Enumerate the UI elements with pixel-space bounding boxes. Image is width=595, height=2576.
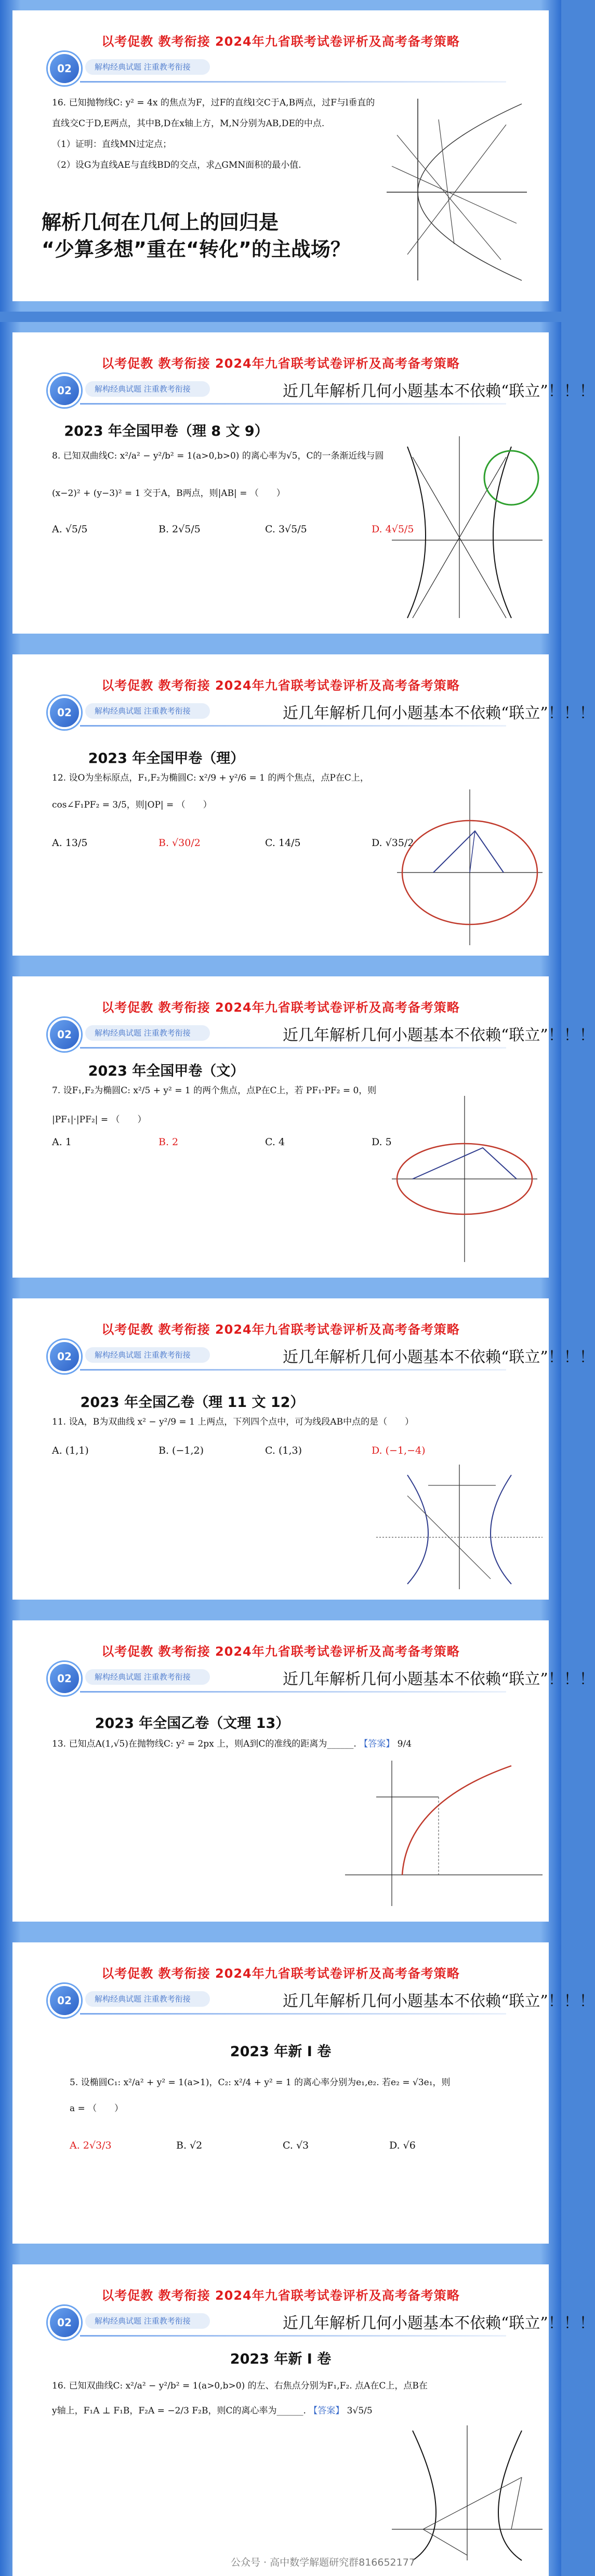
- section-bar: [33, 1657, 595, 1697]
- panel-6-frame: [0, 1610, 595, 1932]
- options-row: [70, 2140, 496, 2151]
- question-text: y轴上，F₁A ⊥ F₁B，F₂A = −2/3 F₂B，则C的离心率为______.: [52, 2406, 306, 2416]
- question-line: 12. 设O为坐标原点，F₁,F₂为椭圆C: x²/9 + y²/6 = 1 的两个焦点，点P在C上，: [52, 773, 369, 783]
- section-pill: 解构经典试题 注重教考衔接: [85, 381, 210, 397]
- panel-5-frame: [0, 1288, 595, 1610]
- hyperbola-circle-figure: [392, 436, 543, 623]
- hyperbola-figure: [392, 2425, 543, 2560]
- divider: [80, 1369, 506, 1371]
- section-subtitle: 近几年解析几何小题基本不依赖“联立”！！！: [283, 1670, 595, 1688]
- exam-title: 2023 年全国乙卷（理 11 文 12）: [80, 1394, 305, 1411]
- divider: [80, 1047, 506, 1049]
- question-line: [52, 1734, 412, 1754]
- question-line: 8. 已知双曲线C: x²/a² − y²/b² = 1(a>0,b>0) 的离心率为√5，C的一条渐近线与圆: [52, 451, 384, 461]
- watermark-text: 公众号 · 高中数学解题研究群816652177: [231, 2557, 415, 2568]
- answer-label: 【答案】: [309, 2406, 345, 2416]
- panel-7-card: [12, 1942, 595, 2244]
- section-pill: 解构经典试题 注重教考衔接: [85, 59, 210, 75]
- panel-2-frame: [0, 322, 595, 644]
- section-badge: 02: [48, 52, 81, 85]
- option-a: A. 13/5: [52, 837, 88, 849]
- question-line: a = （ ）: [70, 2103, 124, 2114]
- exam-title: 2023 年全国乙卷（文理 13）: [95, 1715, 290, 1732]
- exam-title: 2023 年全国甲卷（理）: [88, 750, 245, 767]
- question-line: 5. 设椭圆C₁: x²/a² + y² = 1(a>1)，C₂: x²/4 + y² = 1 的离心率分别为e₁,e₂. 若e₂ = √3e₁，则: [70, 2077, 451, 2088]
- option-b: B. √2: [176, 2140, 203, 2151]
- section-subtitle: 近几年解析几何小题基本不依赖“联立”！！！: [283, 1348, 595, 1366]
- question-line: 7. 设F₁,F₂为椭圆C: x²/5 + y² = 1 的两个焦点，点P在C上，若 PF₁·PF₂ = 0，则: [52, 1085, 377, 1096]
- panel-header: 以考促教 教考衔接 2024年九省联考试卷评析及高考备考策略: [101, 356, 460, 371]
- divider: [80, 2013, 506, 2015]
- section-badge: 02: [48, 1018, 81, 1051]
- panel-header: 以考促教 教考衔接 2024年九省联考试卷评析及高考备考策略: [101, 1322, 460, 1337]
- panel-8-frame: [0, 2254, 595, 2576]
- option-a: A. (1,1): [52, 1445, 89, 1456]
- question-line: |PF₁|·|PF₂| = （ ）: [52, 1115, 147, 1125]
- section-pill: 解构经典试题 注重教考衔接: [85, 2313, 210, 2329]
- panel-7-frame: [0, 1932, 595, 2254]
- parabola-figure: [345, 1761, 543, 1906]
- option-a-answer: A. 2√3/3: [70, 2140, 112, 2151]
- section-badge: 02: [48, 696, 81, 729]
- panel-header: 以考促教 教考衔接 2024年九省联考试卷评析及高考备考策略: [101, 34, 460, 49]
- option-b-answer: B. 2: [158, 1136, 179, 1148]
- exam-title: 2023 年新 I 卷: [230, 2351, 332, 2367]
- option-a: A. 1: [52, 1136, 72, 1148]
- section-badge: 02: [48, 2306, 81, 2339]
- exam-title: 2023 年全国甲卷（理 8 文 9）: [64, 423, 269, 439]
- panel-4-card: [12, 976, 595, 1278]
- panel-header: 以考促教 教考衔接 2024年九省联考试卷评析及高考备考策略: [101, 2288, 460, 2303]
- panel-5-card: [12, 1298, 595, 1600]
- option-a: A. √5/5: [52, 524, 88, 535]
- panel-header: 以考促教 教考衔接 2024年九省联考试卷评析及高考备考策略: [101, 1644, 460, 1659]
- divider: [80, 403, 506, 405]
- option-c: C. 3√5/5: [265, 524, 307, 535]
- option-d-answer: D. (−1,−4): [372, 1445, 426, 1456]
- option-c: C. √3: [283, 2140, 309, 2151]
- option-b: B. 2√5/5: [158, 524, 201, 535]
- panel-3-frame: [0, 644, 595, 966]
- option-c: C. 4: [265, 1136, 285, 1148]
- parabola-figure: [376, 88, 532, 286]
- option-d: D. 5: [372, 1136, 392, 1148]
- section-pill: 解构经典试题 注重教考衔接: [85, 1025, 210, 1041]
- section-badge: 02: [48, 1340, 81, 1373]
- section-badge: 02: [48, 1662, 81, 1695]
- panel-4-frame: [0, 966, 595, 1288]
- divider: [80, 2335, 506, 2337]
- divider: [80, 725, 506, 727]
- section-pill: 解构经典试题 注重教考衔接: [85, 1669, 210, 1685]
- section-subtitle: 近几年解析几何小题基本不依赖“联立”！！！: [283, 1992, 595, 2010]
- panel-8-card: [12, 2264, 595, 2576]
- section-badge: 02: [48, 1984, 81, 2017]
- exam-title: 2023 年全国甲卷（文）: [88, 1063, 245, 1079]
- question-line: 直线交C于D,E两点，其中B,D在x轴上方，M,N分别为AB,DE的中点.: [52, 118, 325, 129]
- section-badge: 02: [48, 374, 81, 407]
- key-statement: 解析几何在几何上的回归是: [42, 211, 279, 234]
- question-line: 16. 已知抛物线C: y² = 4x 的焦点为F，过F的直线l交C于A,B两点，过F与l垂直的: [52, 98, 375, 108]
- divider: [80, 81, 506, 83]
- section-bar: [33, 691, 595, 731]
- answer-value: 9/4: [397, 1739, 412, 1749]
- panel-2-card: [12, 332, 595, 634]
- question-text: 13. 已知点A(1,√5)在抛物线C: y² = 2px 上，则A到C的准线的距离为______.: [52, 1739, 356, 1749]
- key-statement: “少算多想”重在“转化”的主战场？: [42, 238, 350, 261]
- panel-1-card: [12, 10, 549, 301]
- section-pill: 解构经典试题 注重教考衔接: [85, 1347, 210, 1363]
- section-bar: [33, 1013, 595, 1053]
- section-pill: 解构经典试题 注重教考衔接: [85, 703, 210, 719]
- section-bar: [33, 1335, 595, 1375]
- option-c: C. (1,3): [265, 1445, 302, 1456]
- section-subtitle: 近几年解析几何小题基本不依赖“联立”！！！: [283, 1026, 595, 1044]
- option-d: D. √35/2: [372, 837, 414, 849]
- section-bar: [33, 369, 595, 409]
- hyperbola-figure: [376, 1465, 543, 1589]
- divider: [80, 1691, 506, 1693]
- question-line: [52, 2400, 373, 2421]
- question-line: 16. 已知双曲线C: x²/a² − y²/b² = 1(a>0,b>0) 的左、右焦点分别为F₁,F₂. 点A在C上，点B在: [52, 2381, 428, 2391]
- option-d-answer: D. 4√5/5: [372, 524, 414, 535]
- ellipse-figure: [392, 1096, 537, 1262]
- panel-header: 以考促教 教考衔接 2024年九省联考试卷评析及高考备考策略: [101, 1000, 460, 1015]
- question-line: 11. 设A，B为双曲线 x² − y²/9 = 1 上两点，下列四个点中，可为线段AB中点的是（ ）: [52, 1417, 414, 1427]
- section-pill: 解构经典试题 注重教考衔接: [85, 1991, 210, 2007]
- exam-title: 2023 年新 I 卷: [230, 2044, 332, 2060]
- options-row: [52, 1445, 478, 1456]
- section-subtitle: 近几年解析几何小题基本不依赖“联立”！！！: [283, 382, 595, 400]
- answer-label: 【答案】: [359, 1739, 395, 1749]
- section-bar: [33, 2301, 595, 2341]
- panel-6-card: [12, 1620, 595, 1922]
- panel-3-card: [12, 654, 595, 956]
- panel-header: 以考促教 教考衔接 2024年九省联考试卷评析及高考备考策略: [101, 1966, 460, 1981]
- option-b: B. (−1,2): [158, 1445, 204, 1456]
- section-subtitle: 近几年解析几何小题基本不依赖“联立”！！！: [283, 704, 595, 722]
- option-b-answer: B. √30/2: [158, 837, 201, 849]
- section-bar: [33, 47, 532, 87]
- question-line: （1）证明：直线MN过定点；: [52, 139, 172, 150]
- answer-value: 3√5/5: [347, 2406, 373, 2416]
- question-line: （2）设G为直线AE与直线BD的交点，求△GMN面积的最小值.: [52, 160, 301, 170]
- panel-1-frame: [0, 0, 561, 312]
- section-bar: [33, 1979, 595, 2019]
- section-subtitle: 近几年解析几何小题基本不依赖“联立”！！！: [283, 2314, 595, 2332]
- option-c: C. 14/5: [265, 837, 301, 849]
- question-line: (x−2)² + (y−3)² = 1 交于A，B两点，则|AB| = （ ）: [52, 488, 285, 499]
- option-d: D. √6: [389, 2140, 416, 2151]
- panel-header: 以考促教 教考衔接 2024年九省联考试卷评析及高考备考策略: [101, 678, 460, 693]
- ellipse-figure: [397, 789, 543, 945]
- question-line: cos∠F₁PF₂ = 3/5，则|OP| = （ ）: [52, 800, 212, 810]
